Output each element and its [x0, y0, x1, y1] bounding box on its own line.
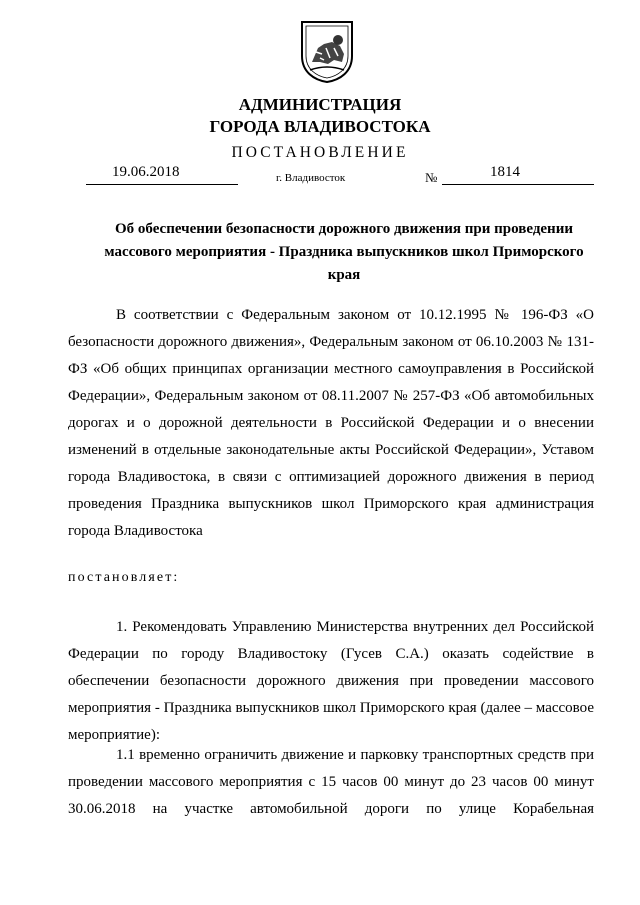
document-date: 19.06.2018 [112, 164, 180, 180]
item-1-paragraph: 1. Рекомендовать Управлению Министерства внутренних дел Российской Федерации по городу Владивостоку (Гусев С.А.) оказать содействие в обеспечении безопасности дорожного движения при проведении массового мероприятия - Праздника выпускников школ Приморского края (далее – массовое мероприятие): [68, 619, 594, 743]
document-subject: Об обеспечении безопасности дорожного движения при проведении массового мероприятия - Праздника выпускников школ Приморского края [104, 221, 584, 283]
org-name-line1: АДМИНИСТРАЦИЯ [238, 95, 402, 114]
coat-of-arms-icon [298, 18, 356, 84]
number-sign: № [425, 170, 438, 185]
resolves-word: постановляет: [68, 570, 180, 585]
document-type: ПОСТАНОВЛЕНИЕ [231, 144, 409, 161]
document-city: г. Владивосток [276, 172, 346, 184]
preamble-paragraph: В соответствии с Федеральным законом от 10.12.1995 № 196-ФЗ «О безопасности дорожного движения», Федеральным законом от 06.10.2003 № 131-ФЗ «Об общих принципах организации местного самоуправления в Российской Федерации», Федеральным законом от 08.11.2007 № 257-ФЗ «Об автомобильных дорогах и о дорожной деятельности в Российской Федерации и о внесении изменений в отдельные законодательные акты Российской Федерации», Уставом города Владивостока, в связи с оптимизацией дорожного движения в период проведения Праздника выпускников школ Приморского края администрация города Владивостока [68, 307, 594, 539]
org-name-line2: ГОРОДА ВЛАДИВОСТОКА [209, 117, 431, 136]
date-underline [86, 184, 238, 185]
number-underline [442, 184, 594, 185]
document-number: 1814 [490, 164, 520, 180]
item-1-1-paragraph: 1.1 временно ограничить движение и парковку транспортных средств при проведении массового мероприятия с 15 часов 00 минут до 23 часов 00 минут 30.06.2018 на участке автомобильной дороги по улице Корабельная [68, 747, 594, 817]
